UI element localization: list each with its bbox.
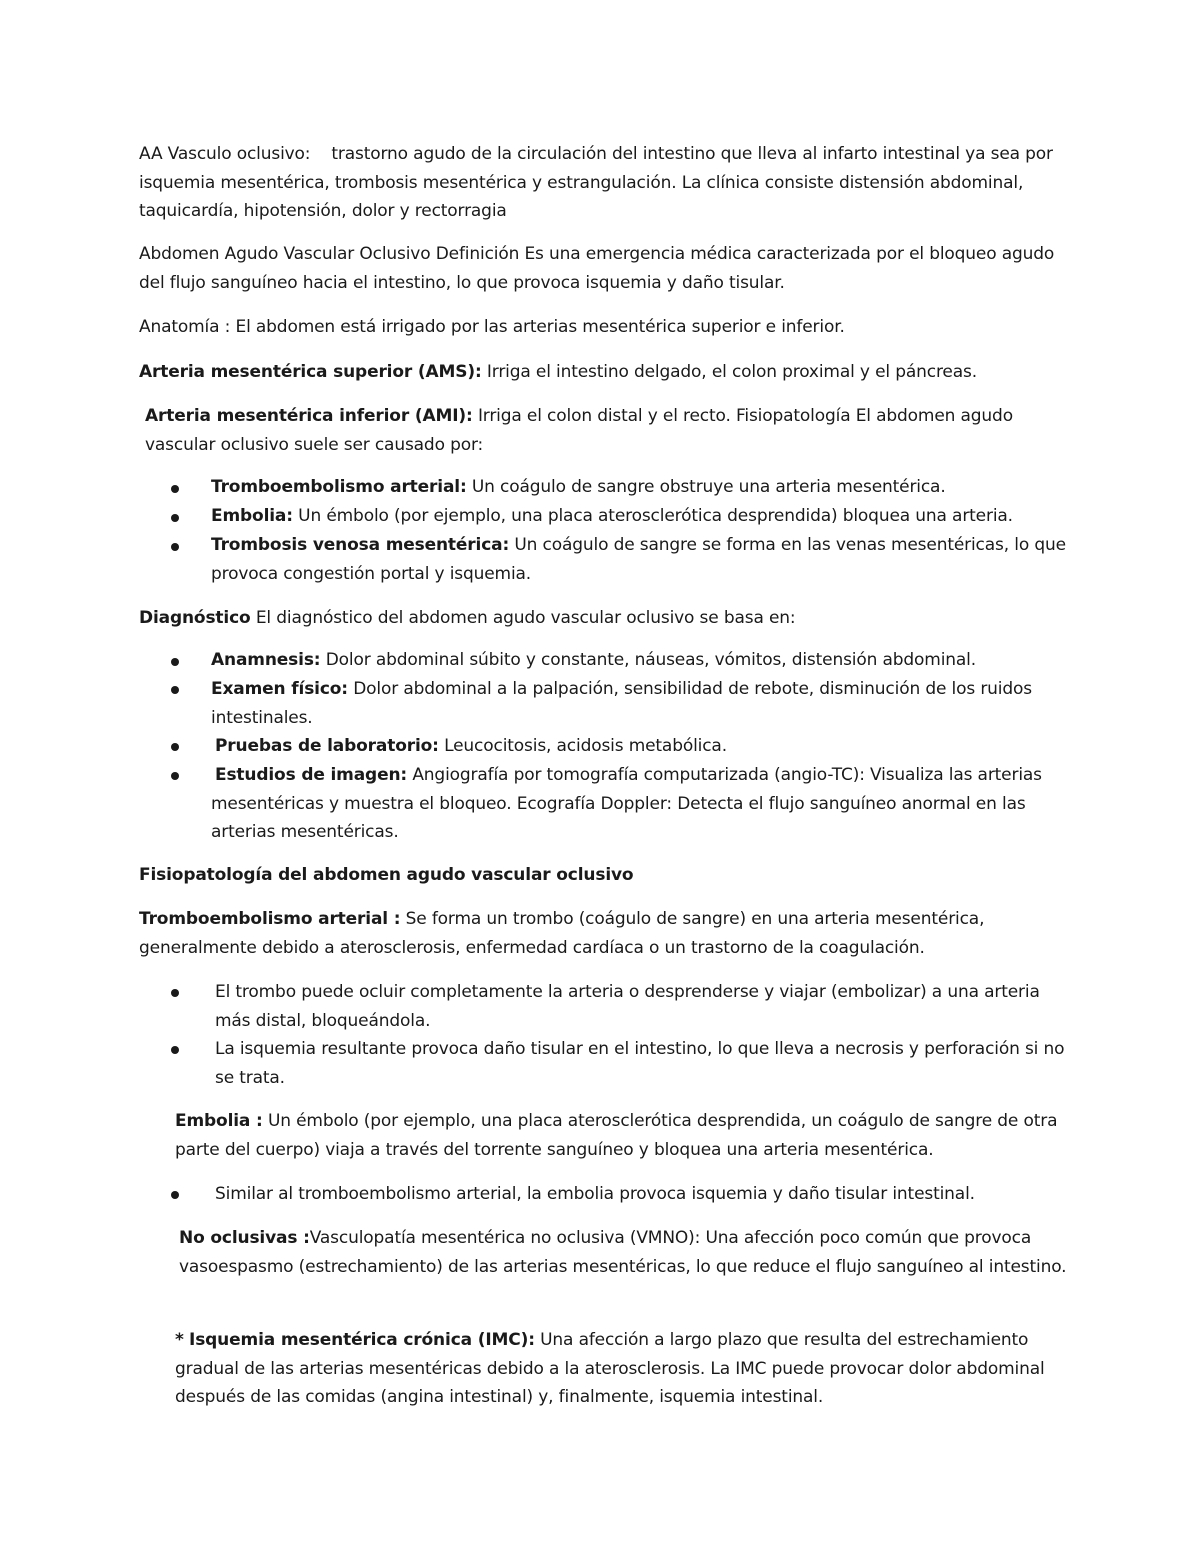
list-item-text: Dolor abdominal a la palpación, sensibilidad de rebote, disminución de los ruidos intestinales.: [211, 679, 1032, 728]
list-item: El trombo puede ocluir completamente la arteria o desprenderse y viajar (embolizar) a una arteria más distal, bloqueándola.: [215, 982, 1040, 1031]
paragraph-definition: [139, 140, 1069, 226]
bullet-icon: [171, 1046, 179, 1054]
list-item-text: Dolor abdominal súbito y constante, náuseas, vómitos, distensión abdominal.: [325, 650, 976, 670]
ams-label: Arteria mesentérica superior (AMS):: [139, 362, 482, 382]
list-item: La isquemia resultante provoca daño tisular en el intestino, lo que lleva a necrosis y perforación si no se trata.: [215, 1039, 1065, 1088]
definition-lead: AA Vasculo oclusivo:: [139, 144, 311, 164]
section-heading-fisiopatologia: Fisiopatología del abdomen agudo vascular oclusivo: [139, 865, 634, 885]
imc-label: Isquemia mesentérica crónica (IMC):: [189, 1330, 535, 1350]
paragraph-tromboembolismo: [139, 905, 1069, 962]
bullet-icon: [171, 1191, 179, 1199]
diagnosis-label: Diagnóstico: [139, 608, 251, 628]
ami-text: Irriga el colon distal y el recto. Fisiopatología El abdomen agudo vascular oclusivo suele ser causado por:: [145, 406, 1013, 455]
paragraph-ami: [145, 402, 1075, 459]
embolia-text: Un émbolo (por ejemplo, una placa aterosclerótica desprendida, un coágulo de sangre de otra parte del cuerpo) viaja a través del torrente sanguíneo y bloquea una arteria mesentérica.: [175, 1111, 1058, 1160]
list-item: [211, 761, 1071, 847]
list-item: [211, 473, 1071, 502]
list-item-text: Un coágulo de sangre se forma en las venas mesentéricas, lo que provoca congestión portal y isquemia.: [211, 535, 1066, 584]
list-item-text: Leucocitosis, acidosis metabólica.: [444, 736, 727, 756]
list-item: [211, 675, 1071, 732]
paragraph-abdomen-definition: Abdomen Agudo Vascular Oclusivo Definición Es una emergencia médica caracterizada por el bloqueo agudo del flujo sanguíneo hacia el intestino, lo que provoca isquemia y daño tisular.: [139, 244, 1055, 293]
tromboembolismo-text: Se forma un trombo (coágulo de sangre) en una arteria mesentérica, generalmente debido a aterosclerosis, enfermedad cardíaca o un trastorno de la coagulación.: [139, 909, 985, 958]
list-item-label: Examen físico:: [211, 679, 348, 699]
tromboembolismo-label: Tromboembolismo arterial :: [139, 909, 401, 929]
list-item: [211, 646, 1071, 675]
list-item-text: Un émbolo (por ejemplo, una placa aterosclerótica desprendida) bloquea una arteria.: [298, 506, 1013, 526]
no-oclusivas-text: Vasculopatía mesentérica no oclusiva (VMNO): Una afección poco común que provoca vasoespasmo (estrechamiento) de las arterias mesentéricas, lo que reduce el flujo sanguíneo al intestino.: [179, 1228, 1067, 1277]
imc-text: Una afección a largo plazo que resulta del estrechamiento gradual de las arterias mesentéricas debido a la aterosclerosis. La IMC puede provocar dolor abdominal después de las comidas (angina intestinal) y, finalmente, isquemia intestinal.: [175, 1330, 1045, 1407]
bullet-icon: [171, 658, 179, 666]
list-item-label: Tromboembolismo arterial:: [211, 477, 467, 497]
bullet-icon: [171, 772, 179, 780]
list-item-label: Trombosis venosa mesentérica:: [211, 535, 510, 555]
diagnosis-text: El diagnóstico del abdomen agudo vascular oclusivo se basa en:: [255, 608, 796, 628]
bullet-icon: [171, 989, 179, 997]
paragraph-no-oclusivas: [179, 1224, 1069, 1281]
list-item-label: Estudios de imagen:: [215, 765, 408, 785]
bullet-icon: [171, 686, 179, 694]
list-item-label: Embolia:: [211, 506, 293, 526]
list-item-label: Pruebas de laboratorio:: [215, 736, 439, 756]
definition-text: trastorno agudo de la circulación del intestino que lleva al infarto intestinal ya sea por isquemia mesentérica, trombosis mesentérica y estrangulación. La clínica consiste distensión abdominal, taquicardía, hipotensión, dolor y rectorragia: [139, 144, 1053, 221]
no-oclusivas-label: No oclusivas :: [179, 1228, 310, 1248]
paragraph-ams: [139, 358, 1069, 387]
ami-label: Arteria mesentérica inferior (AMI):: [145, 406, 473, 426]
paragraph-anatomy: Anatomía : El abdomen está irrigado por las arterias mesentérica superior e inferior.: [139, 317, 845, 337]
paragraph-embolia: [175, 1107, 1065, 1164]
paragraph-imc: [175, 1326, 1065, 1412]
bullet-icon: [171, 485, 179, 493]
list-item: [215, 732, 1075, 761]
embolia-label: Embolia :: [175, 1111, 263, 1131]
list-item: [211, 502, 1071, 531]
bullet-icon: [171, 543, 179, 551]
list-item-label: Anamnesis:: [211, 650, 321, 670]
list-item: Similar al tromboembolismo arterial, la embolia provoca isquemia y daño tisular intestinal.: [215, 1184, 975, 1204]
list-item: [211, 531, 1071, 588]
ams-text: Irriga el intestino delgado, el colon proximal y el páncreas.: [486, 362, 977, 382]
list-item-text: Un coágulo de sangre obstruye una arteria mesentérica.: [471, 477, 946, 497]
list-item-text: Angiografía por tomografía computarizada (angio-TC): Visualiza las arterias mesentéricas y muestra el bloqueo. Ecografía Doppler: Detecta el flujo sanguíneo anormal en las arterias mesentéricas.: [211, 765, 1042, 842]
paragraph-diagnosis: [139, 604, 1069, 633]
imc-prefix: *: [175, 1330, 184, 1350]
bullet-icon: [171, 743, 179, 751]
bullet-icon: [171, 514, 179, 522]
